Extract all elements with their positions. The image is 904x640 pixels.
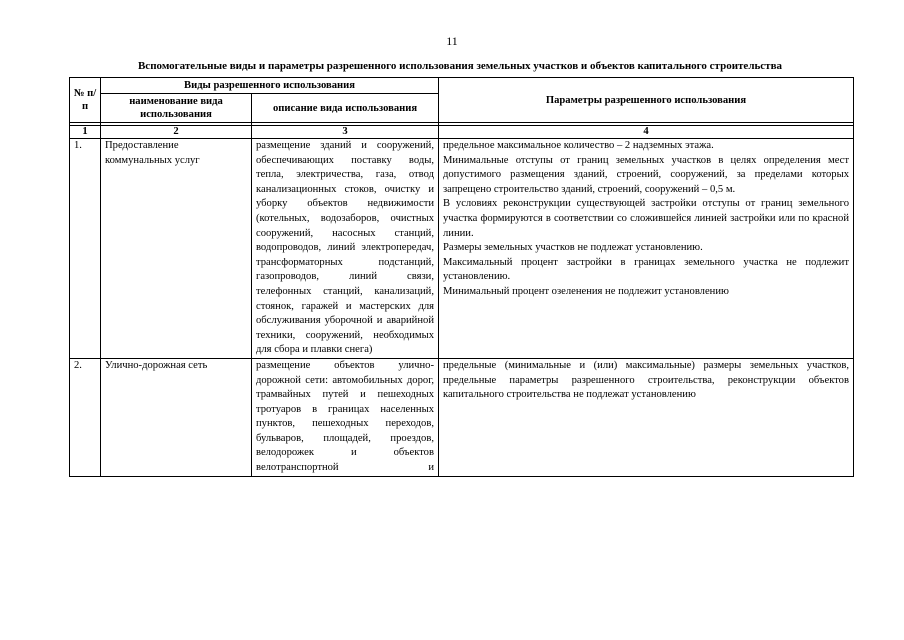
header-name-col: наименование вида использования	[101, 94, 252, 123]
param-line: Размеры земельных участков не подлежат установлению.	[443, 242, 703, 254]
col-number: 1	[70, 126, 101, 139]
use-description: размещение зданий и сооружений, обеспечивающих поставку воды, тепла, электричества, газа, отвод канализационных стоков, очистку и уборку объектов недвижимости (котельных, водозаборов, очистных сооружений, насосных станций, водопроводов, линий электропередач, трансформаторных подстанций, газопроводов, линий связи, телефонных станций, канализаций, стоянок, гаражей и мастерских для обслуживания уборочной и аварийной техники, сооружений, необходимых для сбора и плавки снега)	[252, 139, 439, 359]
permitted-use-table	[69, 77, 854, 477]
header-num: № п/п	[70, 78, 101, 123]
col-number: 3	[252, 126, 439, 139]
param-line: Максимальный процент застройки в границах земельного участка не подлежит установлению.	[443, 256, 849, 283]
document-title: Вспомогательные виды и параметры разрешенного использования земельных участков и объектов капитального строительства	[137, 60, 783, 72]
page-number: 11	[446, 34, 458, 48]
row-number: 2.	[70, 358, 101, 476]
col-number: 2	[101, 126, 252, 139]
header-row-1	[70, 78, 854, 94]
use-name: Улично-дорожная сеть	[101, 358, 252, 476]
table-row	[70, 139, 854, 359]
param-line: Минимальный процент озеленения не подлежит установлению	[443, 285, 729, 297]
param-line: предельные (минимальные и (или) максимальные) размеры земельных участков, предельные параметры разрешенного строительства, реконструкции объектов капитального строительства не подлежат установлению	[443, 359, 849, 401]
use-name: Предоставление коммунальных услуг	[101, 139, 252, 359]
table-row	[70, 358, 854, 476]
param-line: предельное максимальное количество – 2 надземных этажа.	[443, 140, 714, 151]
use-parameters	[439, 139, 854, 359]
use-parameters	[439, 358, 854, 476]
use-description: размещение объектов улично-дорожной сети: автомобильных дорог, трамвайных путей и пешеходных тротуаров в границах населенных пунктов, пешеходных переходов, бульваров, площадей, проездов, велодорожек и объектов велотранспортной и	[252, 358, 439, 476]
header-desc-col: описание вида использования	[252, 94, 439, 123]
header-params: Параметры разрешенного использования	[439, 78, 854, 123]
param-line: В условиях реконструкции существующей застройки отступы от границ земельного участка формируются в соответствии со сложившейся линией застройки или по красной линии.	[443, 198, 849, 239]
param-line: Минимальные отступы от границ земельных участков в целях определения мест допустимого размещения зданий, строений, сооружений, за пределами которых запрещено строительство зданий, строений, сооружений – 0,5 м.	[443, 154, 849, 195]
header-types-group: Виды разрешенного использования	[101, 78, 439, 94]
col-number: 4	[439, 126, 854, 139]
column-numbers-row	[70, 126, 854, 139]
row-number: 1.	[70, 139, 101, 359]
